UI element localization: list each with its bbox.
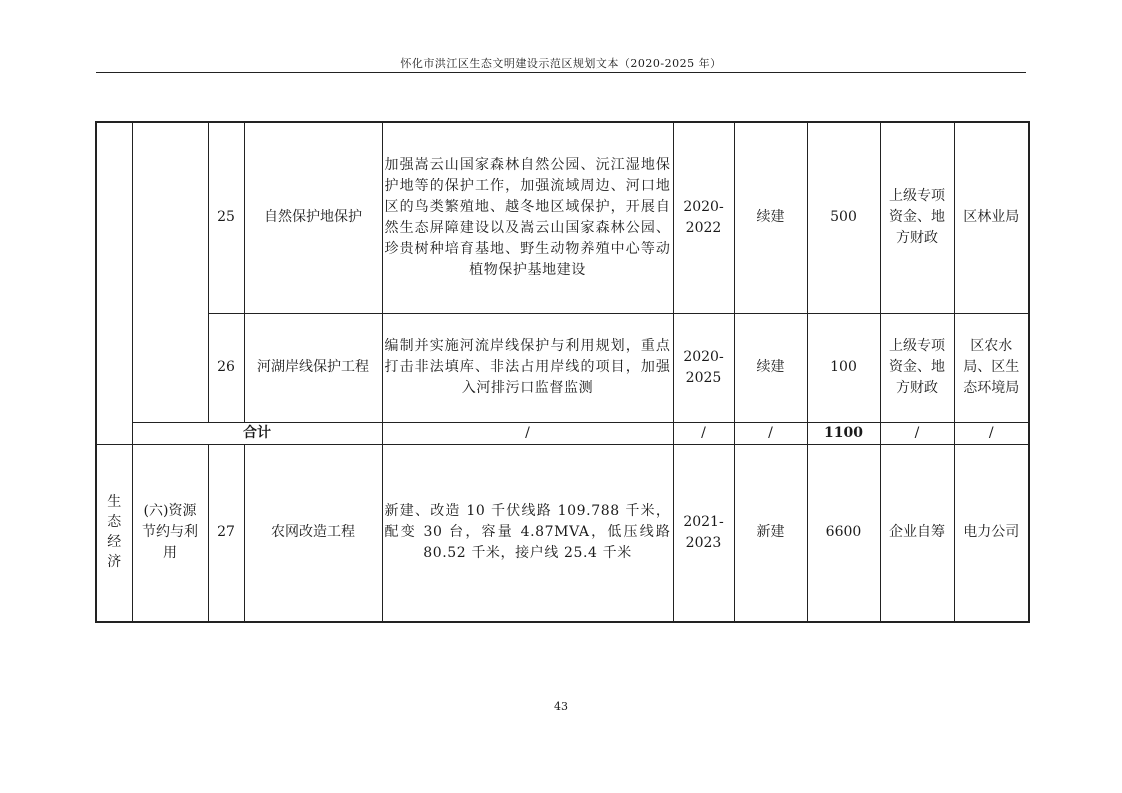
project-investment: 100 bbox=[807, 313, 880, 422]
project-table bbox=[95, 121, 1030, 623]
project-name: 自然保护地保护 bbox=[244, 122, 382, 313]
subtotal-label: 合计 bbox=[132, 422, 382, 444]
subtotal-row bbox=[96, 422, 1029, 444]
project-content: 新建、改造 10 千伏线路 109.788 千米，配变 30 台，容量 4.87MVA，低压线路 80.52 千米，接户线 25.4 千米 bbox=[382, 444, 673, 622]
project-funding: 上级专项资金、地方财政 bbox=[880, 122, 954, 313]
category-cell bbox=[96, 444, 132, 622]
project-investment: 500 bbox=[807, 122, 880, 313]
table-row bbox=[96, 444, 1029, 622]
subcategory-cell-empty bbox=[132, 122, 208, 422]
project-type: 续建 bbox=[734, 122, 807, 313]
row-number: 26 bbox=[208, 313, 244, 422]
project-funding: 上级专项资金、地方财政 bbox=[880, 313, 954, 422]
category-label: 生态经济 bbox=[107, 494, 122, 571]
subtotal-agency: / bbox=[954, 422, 1029, 444]
project-investment: 6600 bbox=[807, 444, 880, 622]
page-number: 43 bbox=[554, 700, 568, 713]
project-content: 编制并实施河流岸线保护与利用规划，重点打击非法填库、非法占用岸线的项目，加强入河排污口监督监测 bbox=[382, 313, 673, 422]
table-row bbox=[96, 122, 1029, 313]
project-type: 续建 bbox=[734, 313, 807, 422]
subtotal-period: / bbox=[673, 422, 734, 444]
subtotal-funding: / bbox=[880, 422, 954, 444]
project-period: 2021-2023 bbox=[673, 444, 734, 622]
subcategory-cell bbox=[132, 444, 208, 622]
header-rule bbox=[96, 72, 1026, 73]
subtotal-type: / bbox=[734, 422, 807, 444]
table-row bbox=[96, 313, 1029, 422]
project-agency: 电力公司 bbox=[954, 444, 1029, 622]
project-period: 2020-2025 bbox=[673, 313, 734, 422]
project-funding: 企业自筹 bbox=[880, 444, 954, 622]
project-type: 新建 bbox=[734, 444, 807, 622]
project-agency: 区林业局 bbox=[954, 122, 1029, 313]
row-number: 25 bbox=[208, 122, 244, 313]
subcategory-label: (六)资源节约与利用 bbox=[142, 503, 198, 562]
page-header: 怀化市洪江区生态文明建设示范区规划文本（2020-2025 年） bbox=[400, 57, 722, 70]
subtotal-content: / bbox=[382, 422, 673, 444]
category-cell-empty bbox=[96, 122, 132, 444]
project-agency: 区农水局、区生态环境局 bbox=[954, 313, 1029, 422]
project-name: 河湖岸线保护工程 bbox=[244, 313, 382, 422]
project-content: 加强嵩云山国家森林自然公园、沅江湿地保护地等的保护工作，加强流域周边、河口地区的鸟类繁殖地、越冬地区域保护，开展自然生态屏障建设以及嵩云山国家森林公园、珍贵树种培育基地、野生动物养殖中心等动植物保护基地建设 bbox=[382, 122, 673, 313]
subtotal-investment: 1100 bbox=[807, 422, 880, 444]
row-number: 27 bbox=[208, 444, 244, 622]
project-name: 农网改造工程 bbox=[244, 444, 382, 622]
project-period: 2020-2022 bbox=[673, 122, 734, 313]
